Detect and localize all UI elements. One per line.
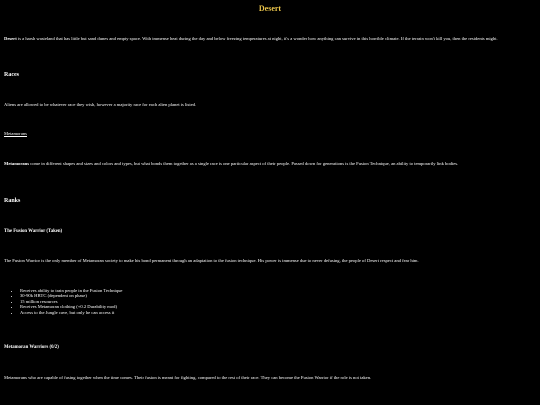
list-item: • Receives Metamoran clothing (+0.2 Durability mod) (20, 304, 122, 309)
metamorans-text: come in different shapes and sizes and colors and types, but what bonds them together as a single race is one particular aspect of their people. Passed down for generations is the Fusion Technique, an ability to temporarily link bodies. (29, 161, 459, 166)
ranks-heading: Ranks (4, 198, 21, 204)
races-heading: Races (4, 72, 19, 78)
list-item: • 30-90k HBTC (dependent on phase) (20, 293, 122, 298)
metamorans-link[interactable]: Metamorans (4, 131, 27, 136)
rank-fusion-warrior-title: The Fusion Warrior (Taken) (4, 229, 63, 234)
page-title: Desert (258, 4, 282, 13)
rank-metamoran-warriors-text: Metamorans who are capable of fusing together when the time comes. Their fusion is meant for fighting, compared to the rest of their race. They can become the Fusion Warrior if the role is not taken. (4, 375, 372, 380)
rank-fusion-warrior-text: The Fusion Warrior is the only member of Metamoran society to make his bond permanent through an adaptation to the fusion technique. His power is immense due to never defusing, the people of Desert respect and fear him. (4, 258, 419, 263)
metamorans-paragraph (4, 161, 532, 167)
rank-metamoran-warriors-title: Metamoran Warriors (0/2) (4, 345, 59, 350)
intro-bold-term: Desert (4, 36, 17, 41)
list-item: • 15 million resources (20, 299, 122, 304)
intro-text: is a harsh wasteland that has little but sand dunes and empty space. With immense heat during the day and below freezing temperatures at night, it's a wonder how anything can survive in this horrible climate. If the terrain won't kill you, then the residents might. (16, 36, 498, 41)
intro-paragraph (4, 36, 532, 42)
metamorans-bold-term: Metamorans (4, 161, 30, 166)
list-item: • Receives ability to train people in the Fusion Technique (20, 288, 122, 293)
rank-fusion-warrior-perks (12, 288, 122, 315)
list-item: • Access to the Jungle cave, but only he can access it (20, 310, 122, 315)
races-text: Aliens are allowed to be whatever race they wish, however a majority race for each alien planet is listed. (4, 102, 197, 107)
